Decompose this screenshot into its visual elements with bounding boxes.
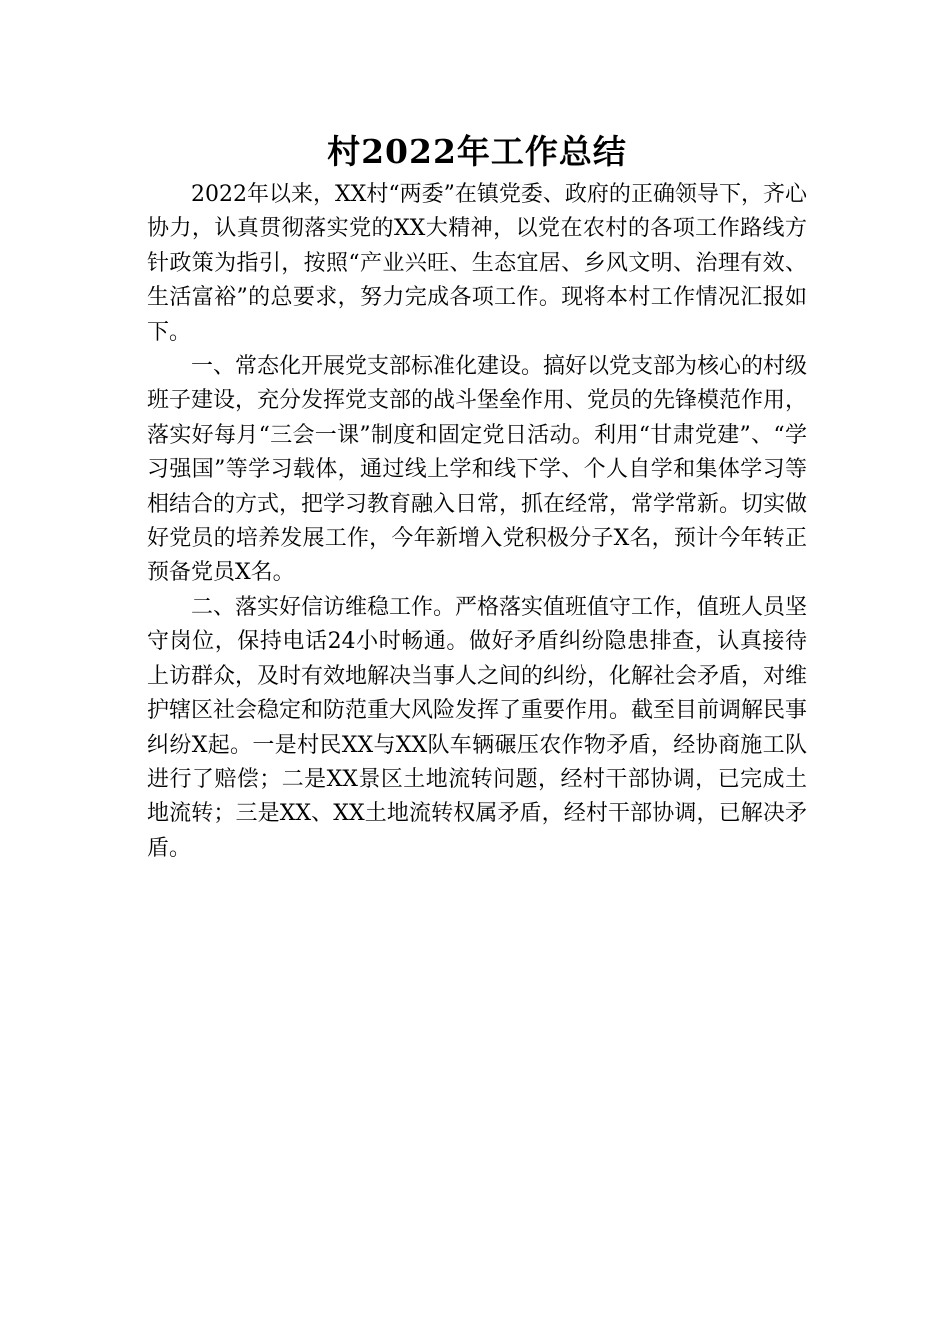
document-title: 村2022年工作总结: [327, 132, 627, 171]
paragraph-petition-stability: 二、落实好信访维稳工作。严格落实值班值守工作，值班人员坚守岗位，保持电话24小时畅通。做好矛盾纠纷隐患排查，认真接待上访群众，及时有效地解决当事人之间的纠纷，化解社会矛盾，对维护辖区社会稳定和防范重大风险发挥了重要作用。截至目前调解民事纠纷X起。一是村民XX与XX队车辆碾压农作物矛盾，经协商施工队进行了赔偿；二是XX景区土地流转问题，经村干部协调，已完成土地流转；三是XX、XX土地流转权属矛盾，经村干部协调，已解决矛盾。: [147, 594, 808, 861]
document-body: [147, 126, 807, 866]
paragraph-intro: 2022年以来，XX村“两委”在镇党委、政府的正确领导下，齐心协力，认真贯彻落实党的XX大精神，以党在农村的各项工作路线方针政策为指引，按照“产业兴旺、生态宜居、乡风文明、治理有效、生活富裕”的总要求，努力完成各项工作。现将本村工作情况汇报如下。: [147, 182, 807, 345]
paragraph-party-building: 一、常态化开展党支部标准化建设。搞好以党支部为核心的村级班子建设，充分发挥党支部的战斗堡垒作用、党员的先锋模范作用，落实好每月“三会一课”制度和固定党日活动。利用“甘肃党建”、“学习强国”等学习载体，通过线上学和线下学、个人自学和集体学习等相结合的方式，把学习教育融入日常，抓在经常，常学常新。切实做好党员的培养发展工作，今年新增入党积极分子X名，预计今年转正预备党员X名。: [147, 354, 808, 586]
